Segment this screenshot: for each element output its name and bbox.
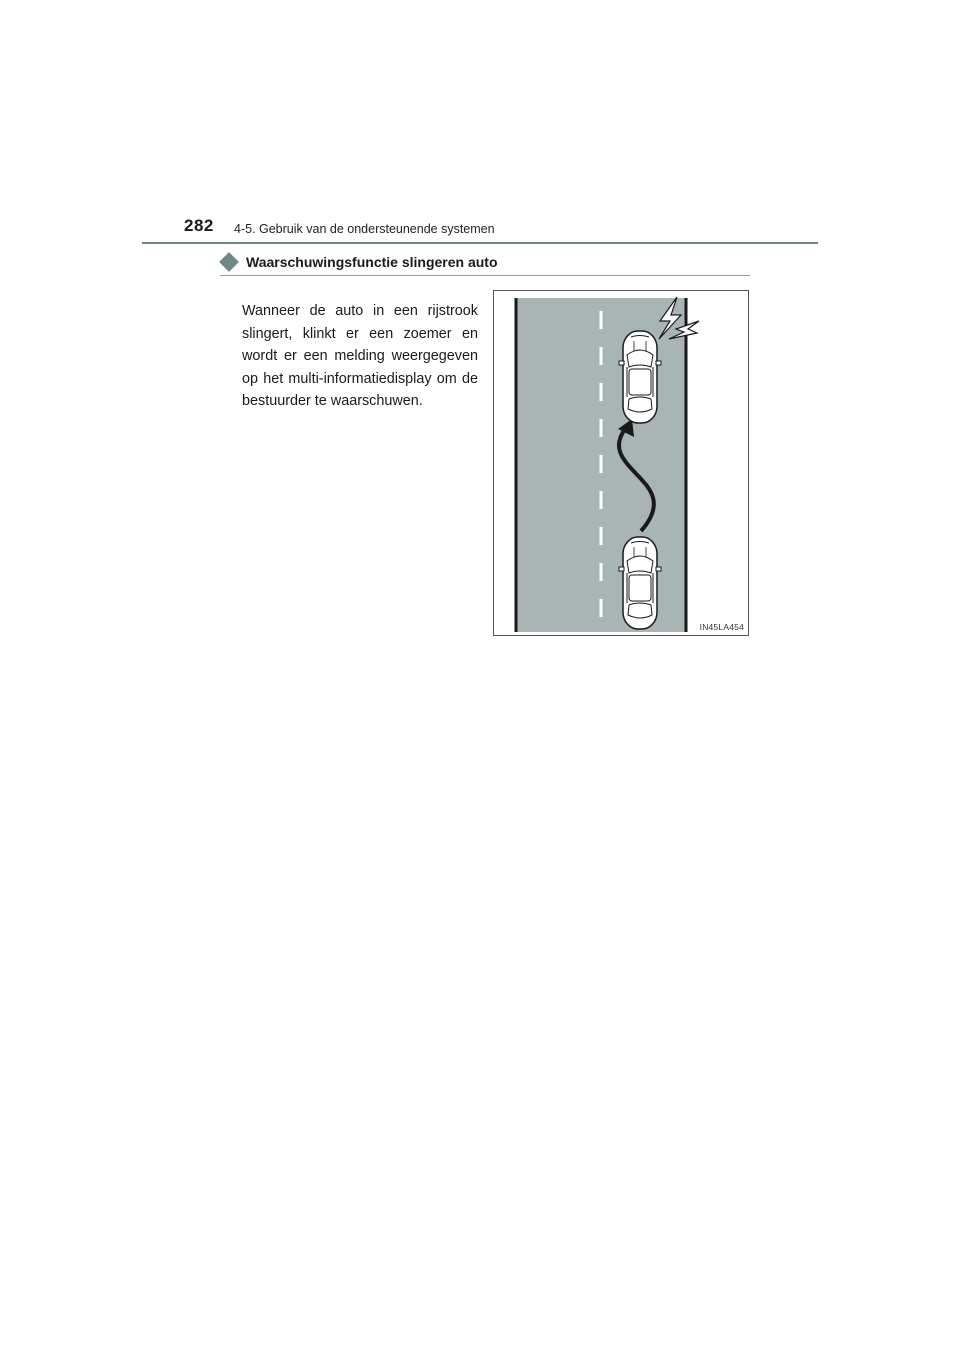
car-top-view-lower [619, 537, 661, 629]
illustration-frame [493, 290, 749, 636]
figure-code: IN45LA454 [699, 622, 744, 632]
car-top-view-upper [619, 331, 661, 423]
section-heading [220, 254, 750, 270]
section-title: Waarschuwingsfunctie slingeren auto [246, 254, 498, 270]
page-number: 282 [184, 216, 214, 235]
body-text: Wanneer de auto in een rijstrook slingert, klinkt er een zoemer en wordt er een melding weergegeven op het multi-informatiedisplay om de bestuurder te waarschuwen. [242, 303, 478, 410]
running-header: 4-5. Gebruik van de ondersteunende systemen [234, 222, 495, 236]
header-rule [142, 242, 818, 244]
section-rule [220, 275, 750, 276]
road-illustration [494, 291, 748, 635]
diamond-bullet-icon [219, 252, 239, 272]
